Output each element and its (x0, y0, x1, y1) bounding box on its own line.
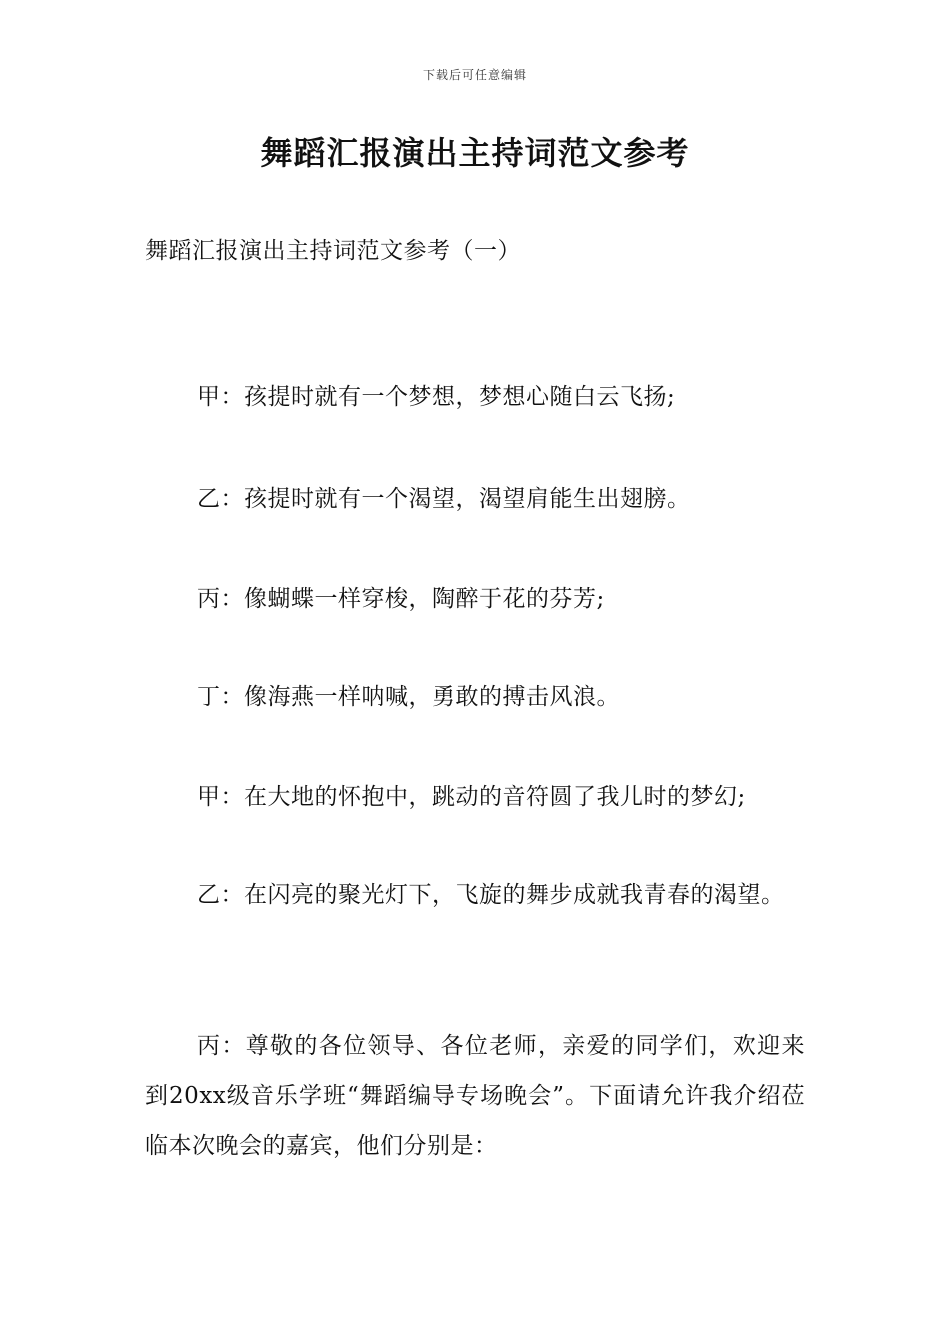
paragraph: 丁：像海燕一样呐喊，勇敢的搏击风浪。 (197, 684, 620, 710)
paragraph: 丙：尊敬的各位领导、各位老师，亲爱的同学们，欢迎来到20xx级音乐学班“舞蹈编导专场晚会”。下面请允许我介绍莅临本次晚会的嘉宾，他们分别是： (145, 1033, 805, 1159)
paragraph: 乙：在闪亮的聚光灯下，飞旋的舞步成就我青春的渴望。 (197, 882, 785, 908)
section-heading: 舞蹈汇报演出主持词范文参考（一） (145, 238, 521, 264)
paragraph: 丙：像蝴蝶一样穿梭，陶醉于花的芬芳; (197, 586, 605, 612)
paragraph: 甲：在大地的怀抱中，跳动的音符圆了我儿时的梦幻; (197, 784, 746, 810)
header-note: 下载后可任意编辑 (422, 68, 527, 82)
document-title: 舞蹈汇报演出主持词范文参考 (260, 134, 690, 172)
paragraph: 甲：孩提时就有一个梦想，梦想心随白云飞扬; (197, 384, 676, 410)
paragraph: 乙：孩提时就有一个渴望，渴望肩能生出翅膀。 (197, 486, 691, 512)
